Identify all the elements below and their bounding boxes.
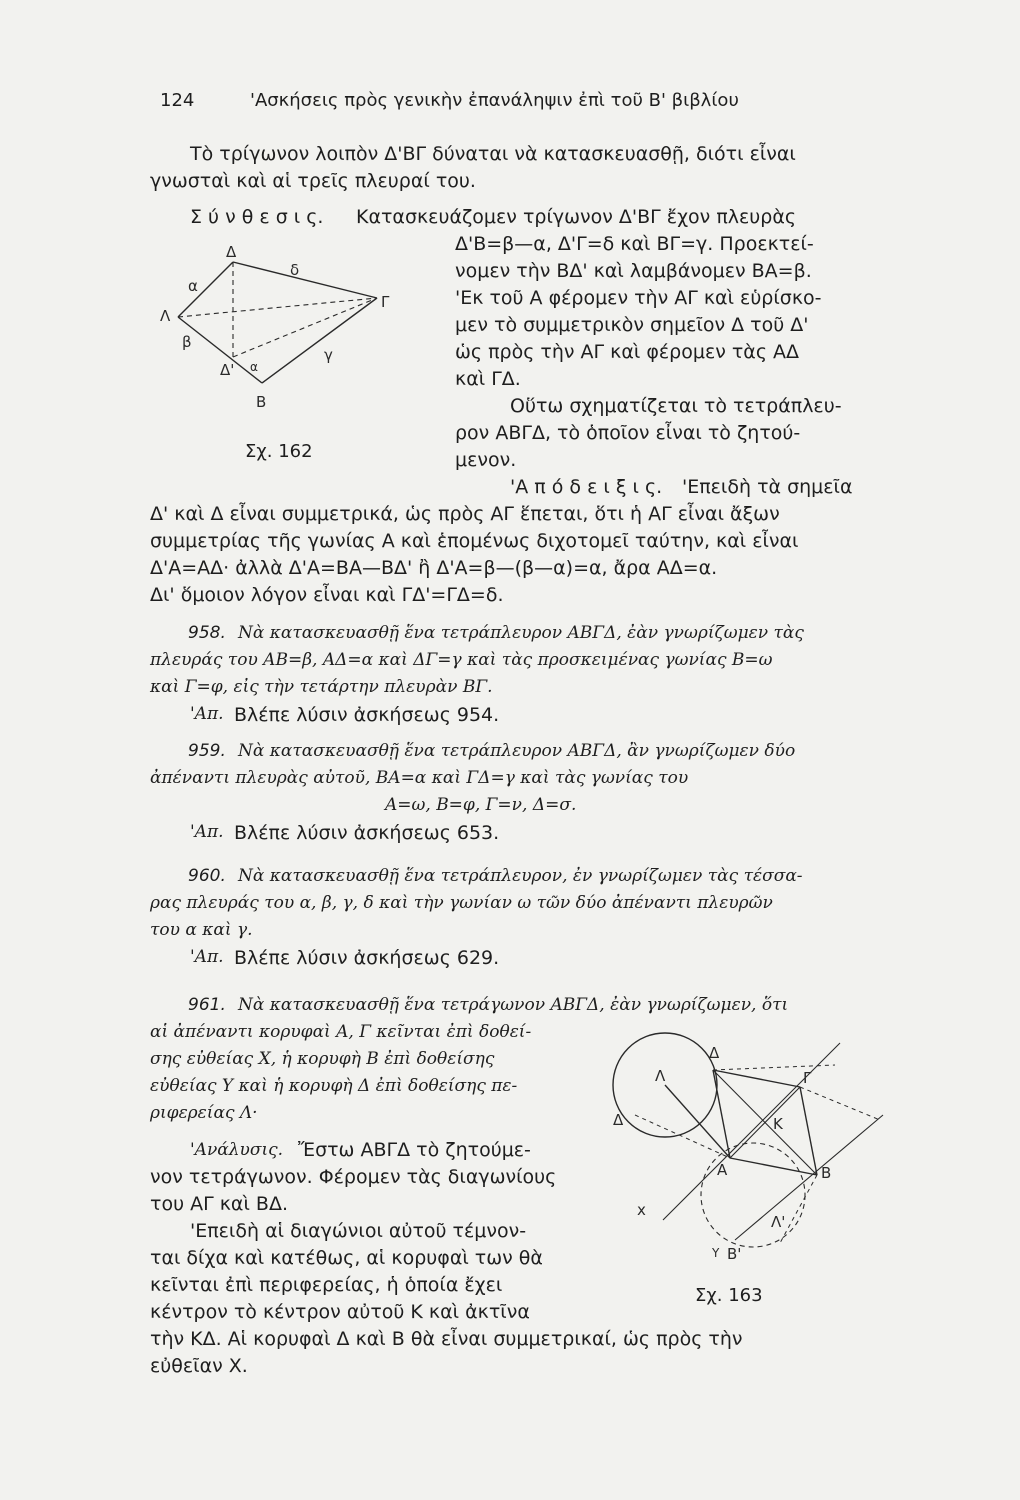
figure-162 [140, 235, 400, 415]
fig163-label-Lp: Λ' [771, 1213, 786, 1231]
fig162-label-beta: β [182, 333, 192, 351]
exercise-961-line-3: σης εὐθείας Χ, ἡ κορυφὴ Β ἐπὶ δοθείσης [150, 1049, 495, 1069]
fig162-side-DG [233, 262, 377, 298]
figure-163 [605, 1025, 910, 1265]
exercise-961-number: 961. [188, 995, 226, 1015]
fig163-dash-2 [800, 1087, 880, 1120]
exercise-960-line-3: του α καὶ γ. [150, 920, 253, 940]
exercise-958-answer: Βλέπε λύσιν ἀσκήσεως 954. [234, 704, 500, 726]
intro-line-2: γνωσταὶ καὶ αἱ τρεῖς πλευραί του. [150, 170, 476, 192]
fig163-label-B: Β [821, 1164, 832, 1182]
exercise-958-number: 958. [188, 623, 226, 643]
analysis-line-2: νον τετράγωνον. Φέρομεν τὰς διαγωνίους [150, 1166, 557, 1188]
exercise-960-line-2: ρας πλευράς του α, β, γ, δ καὶ τὴν γωνίαν ω τῶν δύο ἀπέναντι πλευρῶν [150, 893, 773, 913]
exercise-959-line-2: ἀπέναντι πλευρὰς αὐτοῦ, ΒΑ=α καὶ ΓΔ=γ καὶ τὰς γωνίας του [150, 768, 689, 788]
fig163-label-Bp: Β' [727, 1245, 742, 1263]
exercise-959-line-1: Νὰ κατασκευασθῇ ἕνα τετράπλευρον ΑΒΓΔ, ἂν γνωρίζωμεν δύο [238, 741, 796, 761]
fig163-side-GB [800, 1087, 817, 1175]
fig163-side-BA [730, 1158, 817, 1175]
analysis-line-5: ται δίχα καὶ κατέθως, αἱ κορυφαὶ των θὰ [150, 1247, 543, 1269]
fig162-segment-DpG [233, 298, 377, 357]
synthesis-line-8: Οὕτω σχηματίζεται τὸ τετράπλευ- [510, 395, 842, 417]
synthesis-line-6: ὡς πρὸς τὴν ΑΓ καὶ φέρομεν τὰς ΑΔ [455, 341, 800, 363]
proof-line-3: συμμετρίας τῆς γωνίας Α καὶ ἑπομένως διχοτομεῖ ταύτην, καὶ εἶναι [150, 530, 799, 552]
fig163-circle-Lp [701, 1143, 805, 1247]
fig163-diagonal-DB [713, 1070, 817, 1175]
exercise-960-line-1: Νὰ κατασκευασθῇ ἕνα τετράπλευρον, ἐν γνωρίζωμεν τὰς τέσσα- [238, 866, 803, 886]
exercise-961-line-4: εὐθείας Υ καὶ ἡ κορυφὴ Δ ἐπὶ δοθείσης πε- [150, 1076, 518, 1096]
exercise-959-number: 959. [188, 741, 226, 761]
proof-line-1: 'Επειδὴ τὰ σημεῖα [682, 476, 853, 498]
proof-label: 'Α π ό δ ε ι ξ ι ς. [510, 476, 663, 498]
analysis-line-1: Ἔστω ΑΒΓΔ τὸ ζητούμε- [298, 1139, 531, 1161]
exercise-958-line-3: καὶ Γ=φ, εἰς τὴν τετάρτην πλευρὰν ΒΓ. [150, 677, 493, 697]
fig162-side-BG [262, 298, 377, 383]
fig163-side-DG [713, 1070, 800, 1087]
figure-162-caption: Σχ. 162 [245, 441, 313, 462]
fig162-diagonal-LG [178, 298, 377, 317]
synthesis-label: Σ ύ ν θ ε σ ι ς. [190, 206, 324, 228]
fig162-label-B: Β [256, 393, 267, 411]
fig163-label-K: Κ [773, 1115, 783, 1133]
fig163-label-y: Υ [712, 1246, 720, 1260]
exercise-959-answer-label: 'Απ. [190, 822, 224, 842]
fig163-label-L: Λ [655, 1067, 666, 1085]
intro-line-1: Τὸ τρίγωνον λοιπὸν Δ'ΒΓ δύναται νὰ κατασκευασθῇ, διότι εἶναι [190, 143, 796, 165]
fig163-side-AD [713, 1070, 730, 1158]
fig163-label-D-left: Δ [613, 1111, 624, 1129]
fig163-label-A: Α [717, 1161, 728, 1179]
synthesis-line-3: νομεν τὴν ΒΔ' καὶ λαμβάνομεν ΒΑ=β. [455, 260, 812, 282]
analysis-line-3: του ΑΓ καὶ ΒΔ. [150, 1193, 288, 1215]
figure-163-caption: Σχ. 163 [695, 1285, 763, 1306]
fig163-dash-4 [780, 1175, 817, 1243]
analysis-line-8: τὴν ΚΔ. Αἱ κορυφαὶ Δ καὶ Β θὰ εἶναι συμμετρικαί, ὡς πρὸς τὴν [150, 1328, 743, 1350]
exercise-959-line-3: Α=ω, Β=φ, Γ=ν, Δ=σ. [385, 795, 577, 815]
synthesis-line-2: Δ'Β=β—α, Δ'Γ=δ καὶ ΒΓ=γ. Προεκτεί- [455, 233, 814, 255]
exercise-961-line-1: Νὰ κατασκευασθῇ ἕνα τετράγωνον ΑΒΓΔ, ἐὰν γνωρίζωμεν, ὅτι [238, 995, 789, 1015]
exercise-960-answer-label: 'Απ. [190, 947, 224, 967]
analysis-line-6: κεῖνται ἐπὶ περιφερείας, ἡ ὁποία ἔχει [150, 1274, 503, 1296]
fig162-label-G: Γ [381, 293, 390, 311]
exercise-958-answer-label: 'Απ. [190, 704, 224, 724]
proof-line-5: Δι' ὅμοιον λόγον εἶναι καὶ ΓΔ'=ΓΔ=δ. [150, 584, 504, 606]
proof-line-2: Δ' καὶ Δ εἶναι συμμετρικά, ὡς πρὸς ΑΓ ἕπεται, ὅτι ἡ ΑΓ εἶναι ἄξων [150, 503, 780, 525]
analysis-line-7: κέντρον τὸ κέντρον αὐτοῦ Κ καὶ ἀκτῖνα [150, 1301, 530, 1323]
analysis-line-9: εὐθεῖαν Χ. [150, 1355, 248, 1377]
synthesis-line-9: ρον ΑΒΓΔ, τὸ ὁποῖον εἶναι τὸ ζητού- [455, 422, 801, 444]
fig163-label-D: Δ [709, 1044, 720, 1062]
fig162-label-D: Δ [226, 243, 237, 261]
proof-line-4: Δ'Α=ΑΔ· ἀλλὰ Δ'Α=ΒΑ—ΒΔ' ἢ Δ'Α=β—(β—α)=α, ἄρα ΑΔ=α. [150, 557, 718, 579]
exercise-960-number: 960. [188, 866, 226, 886]
fig162-label-gamma: γ [324, 346, 333, 364]
exercise-959-answer: Βλέπε λύσιν ἀσκήσεως 653. [234, 822, 500, 844]
page-number: 124 [160, 90, 195, 111]
synthesis-line-1: Κατασκευάζομεν τρίγωνον Δ'ΒΓ ἔχον πλευρὰς [356, 206, 797, 228]
running-title: 'Ασκήσεις πρὸς γενικὴν ἐπανάληψιν ἐπὶ τοῦ Β' βιβλίου [250, 90, 739, 111]
fig162-label-L: Λ [160, 307, 171, 325]
exercise-961-line-2: αἱ ἀπέναντι κορυφαὶ Α, Γ κεῖνται ἐπὶ δοθεί- [150, 1022, 532, 1042]
fig163-radius [665, 1085, 730, 1158]
fig162-label-delta: δ [290, 261, 300, 279]
analysis-line-4: 'Επειδὴ αἱ διαγώνιοι αὐτοῦ τέμνον- [190, 1220, 527, 1242]
fig163-label-G: Γ [803, 1069, 812, 1087]
synthesis-line-4: 'Εκ τοῦ Α φέρομεν τὴν ΑΓ καὶ εὑρίσκο- [455, 287, 822, 309]
exercise-958-line-2: πλευράς του ΑΒ=β, ΑΔ=α καὶ ΔΓ=γ καὶ τὰς προσκειμένας γωνίας Β=ω [150, 650, 773, 670]
exercise-961-line-5: ριφερείας Λ· [150, 1103, 258, 1123]
fig162-label-alpha-2: α [250, 360, 258, 374]
fig162-side-DL [178, 262, 233, 317]
synthesis-line-5: μεν τὸ συμμετρικὸν σημεῖον Δ τοῦ Δ' [455, 314, 809, 336]
fig163-label-x: x [637, 1201, 646, 1219]
exercise-960-answer: Βλέπε λύσιν ἀσκήσεως 629. [234, 947, 500, 969]
fig163-dash-3 [635, 1115, 730, 1158]
synthesis-line-7: καὶ ΓΔ. [455, 368, 521, 390]
analysis-label: 'Ανάλυσις. [190, 1140, 284, 1160]
synthesis-line-10: μενον. [455, 449, 517, 471]
fig162-label-alpha: α [188, 277, 198, 295]
exercise-958-line-1: Νὰ κατασκευασθῇ ἕνα τετράπλευρον ΑΒΓΔ, ἐὰν γνωρίζωμεν τὰς [238, 623, 804, 643]
fig162-label-Dp: Δ' [220, 361, 235, 379]
